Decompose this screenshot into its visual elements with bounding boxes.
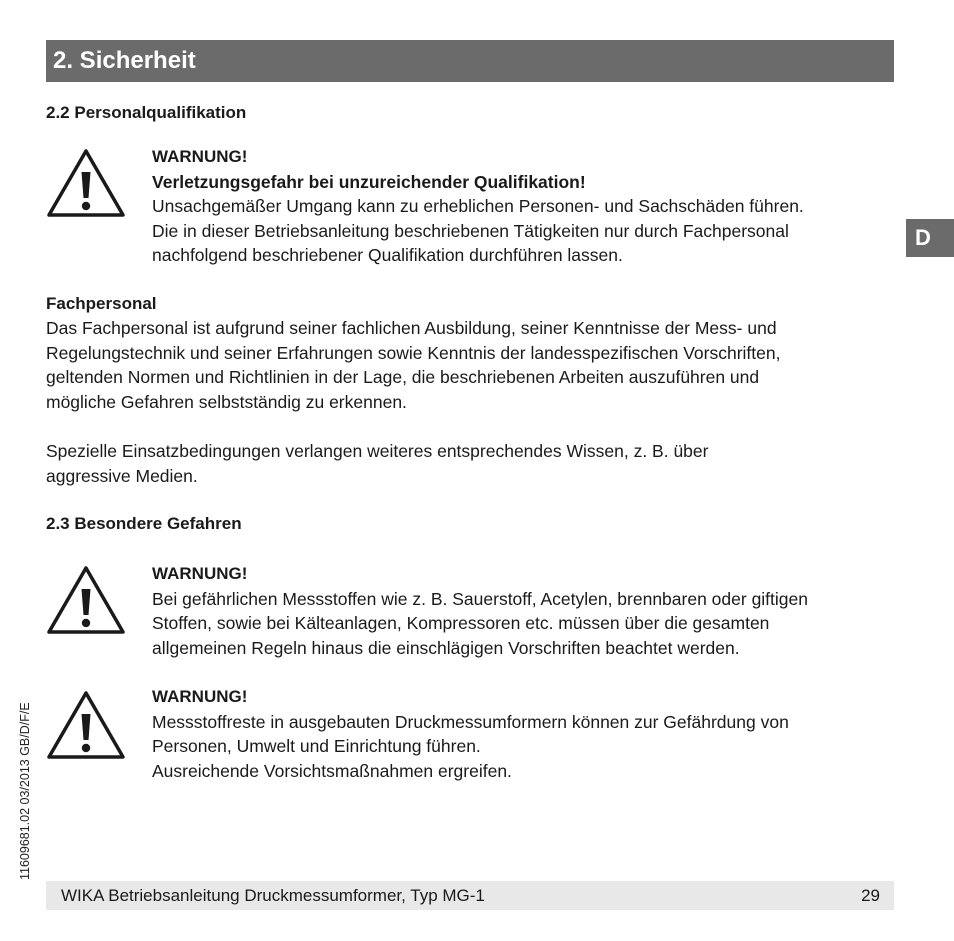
warning-triangle-icon: [46, 565, 126, 635]
footer-text: WIKA Betriebsanleitung Druckmessumformer, Typ MG-1: [61, 886, 485, 905]
document-id: 11609681.02 03/2013 GB/D/F/E: [18, 702, 32, 880]
warning-line: nachfolgend beschriebener Qualifikation durchführen lassen.: [152, 245, 623, 265]
page-number: 29: [861, 886, 880, 905]
paragraph-fachpersonal: [46, 316, 896, 414]
warning-line: Unsachgemäßer Umgang kann zu erheblichen Personen- und Sachschäden führen.: [152, 196, 804, 216]
warning-triangle-icon: [46, 690, 126, 760]
paragraph-line: mögliche Gefahren selbstständig zu erkennen.: [46, 391, 407, 412]
warning-block-qualification: [152, 145, 896, 268]
paragraph-special: [46, 439, 896, 488]
paragraph-line: Regelungstechnik und seiner Erfahrungen sowie Kenntnis der landesspezifischen Vorschriften,: [46, 342, 781, 363]
heading-2-3: 2.3 Besondere Gefahren: [46, 514, 242, 533]
heading-2-2: 2.2 Personalqualifikation: [46, 103, 247, 122]
warning-title: WARNUNG!: [152, 147, 248, 166]
warning-line: Die in dieser Betriebsanleitung beschriebenen Tätigkeiten nur durch Fachpersonal: [152, 220, 789, 241]
warning-line: Messstoffreste in ausgebauten Druckmessumformern können zur Gefährdung von: [152, 711, 789, 732]
warning-title: WARNUNG!: [152, 687, 248, 706]
warning-subtitle: Verletzungsgefahr bei unzureichender Qualifikation!: [152, 171, 586, 192]
page-footer: [46, 881, 894, 910]
paragraph-line: geltenden Normen und Richtlinien in der Lage, die beschriebenen Arbeiten auszuführen und: [46, 367, 760, 387]
warning-title: WARNUNG!: [152, 564, 248, 583]
warning-line: Stoffen, sowie bei Kälteanlagen, Kompressoren etc. müssen über die gesamten: [152, 613, 770, 633]
warning-block-media: [152, 562, 896, 660]
paragraph-line: aggressive Medien.: [46, 465, 198, 486]
warning-line: Bei gefährlichen Messstoffen wie z. B. Sauerstoff, Acetylen, brennbaren oder giftigen: [152, 588, 808, 609]
heading-fachpersonal: Fachpersonal: [46, 294, 157, 313]
language-tab: [906, 219, 954, 257]
section-header: [46, 40, 894, 82]
paragraph-line: Das Fachpersonal ist aufgrund seiner fachlichen Ausbildung, seiner Kenntnisse der Mess- und: [46, 318, 777, 338]
warning-line: Ausreichende Vorsichtsmaßnahmen ergreifen.: [152, 760, 512, 781]
section-title: 2. Sicherheit: [53, 47, 196, 74]
warning-line: Personen, Umwelt und Einrichtung führen.: [152, 736, 481, 756]
warning-block-residue: [152, 685, 896, 783]
warning-line: allgemeinen Regeln hinaus die einschlägigen Vorschriften beachtet werden.: [152, 637, 740, 658]
paragraph-line: Spezielle Einsatzbedingungen verlangen weiteres entsprechendes Wissen, z. B. über: [46, 441, 709, 461]
warning-triangle-icon: [46, 148, 126, 218]
language-tab-label: D: [915, 225, 931, 250]
